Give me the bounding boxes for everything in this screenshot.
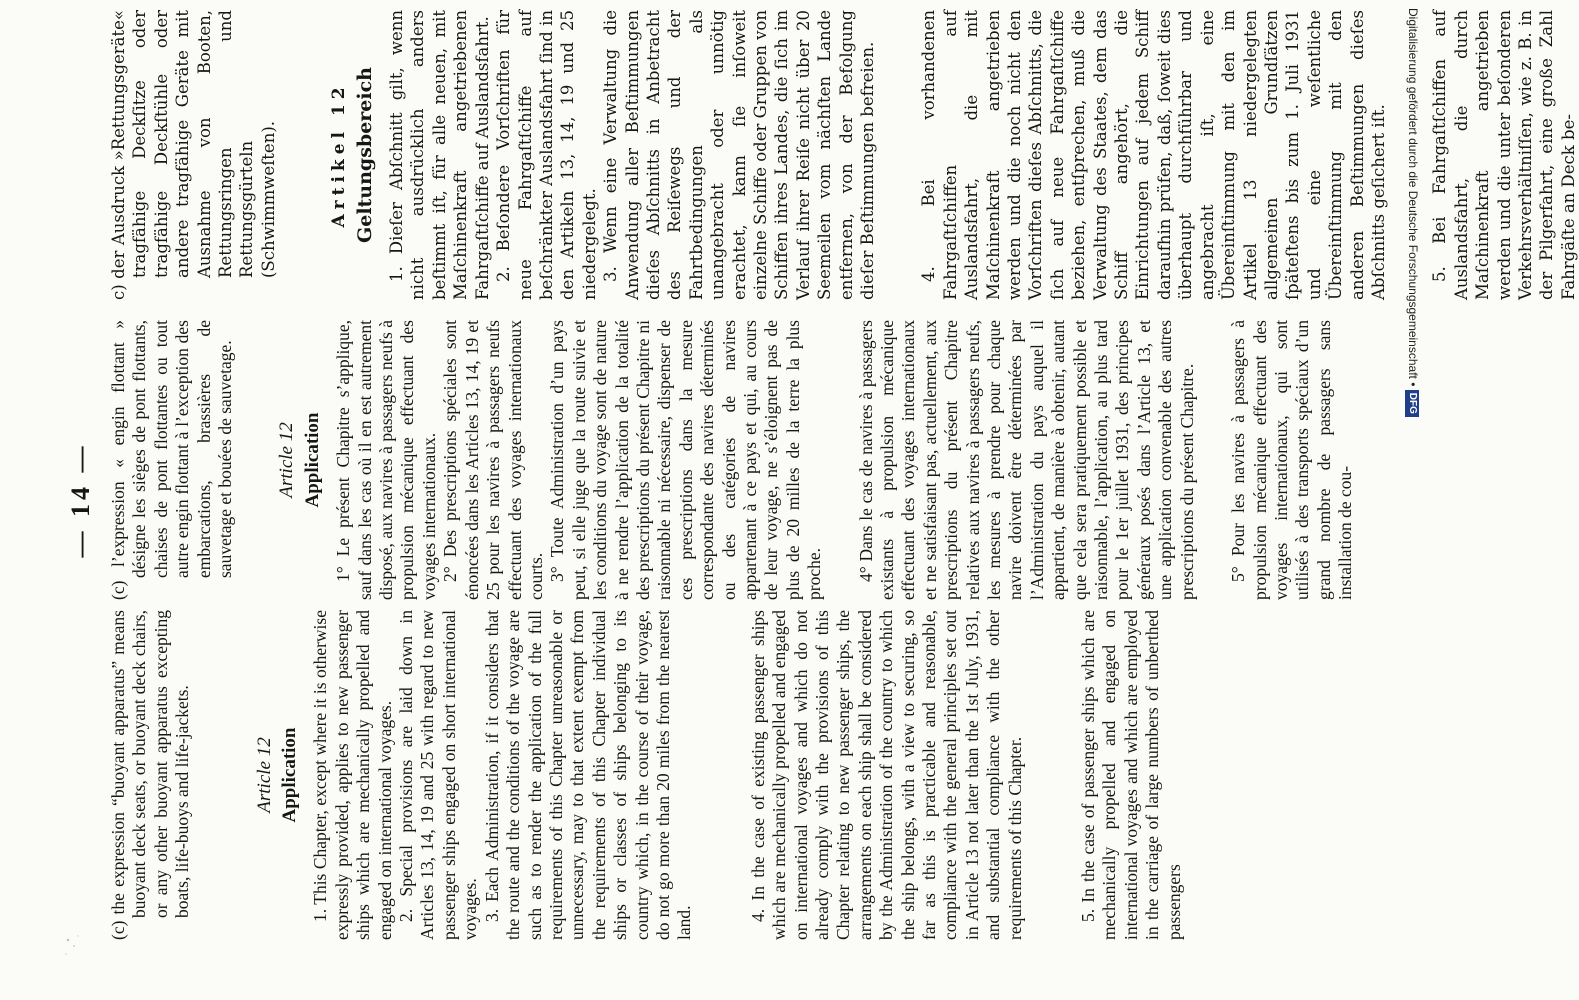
french-article-subtitle: Application xyxy=(301,412,323,508)
french-article-title: Article 12 xyxy=(276,422,298,498)
french-paragraph-3: 3° Toute Administration d’un pays peut, si elle juge que la route suivie et les conditions du voyage sont de nature à ne rendre l’application de la totalité des prescriptions du présent Chapitre ni raisonnable ni nécessaire, dispenser de ces prescriptions dans la mesure correspondante des navires déterminés ou des catégories de navires appartenant à ce pays et qui, au cours de leur voyage, ne s’éloignent pas de plus de 20 milles de la terre la plus proche. xyxy=(547,320,825,600)
dfg-logo-icon: DFG xyxy=(1405,390,1419,417)
french-paragraph-2: 2° Des prescriptions spéciales sont énoncées dans les Articles 13, 14, 19 et 25 pour les navires à passagers neufs effectuant des voyages internationaux courts. xyxy=(440,320,546,600)
french-item-c: (c) l’expression « engin flottant » désigne les sièges de pont flottants, chaises de pont flottantes ou tout autre engin flottant à l’exception des embarcations, brassières de sauvetage et bouées de sauvetage. xyxy=(108,320,236,600)
german-paragraph-2: 2. Beſondere Vorſchriften für neue Fahrgaſtſchiffe auf beſchränkter Auslandsfahrt ſind in den Artikeln 13, 14, 19 und 25 niedergelegt. xyxy=(494,9,599,300)
german-article-subtitle: Geltungsbereich xyxy=(353,67,376,243)
german-paragraph-1: 1. Dieſer Abſchnitt gilt, wenn nicht ausdrücklich anders beſtimmt iſt, für alle neuen, mit Maſchinenkraft angetriebenen Fahrgaſtſchiffe auf Auslandsfahrt. xyxy=(387,10,492,300)
english-column xyxy=(108,610,1185,940)
german-item-c: c) der Ausdruck »Rettungsgeräte« tragfähige Deckſitze oder tragfähige Deckſtühle oder andere tragfähige Geräte mit Ausnahme von Booten, Rettungsringen und Rettungsgürteln (Schwimmweſten). xyxy=(109,10,278,300)
scan-speck-icon xyxy=(60,920,100,980)
english-paragraph-4: 4. In the case of existing passenger ships which are mechanically propelled and engaged on international voyages and which do not already comply with the provisions of this Chapter relating to new passenger ships, the arrangements on each ship shall be considered by the Administration of the country to which the ship belongs, with a view to securing, so far as this is practicable and reasonable, compliance with the general principles set out in Article 13 not later than the 1st July, 1931, and substantial compliance with the other requirements of this Chapter. xyxy=(747,610,1025,940)
french-column xyxy=(108,320,1357,600)
digitization-credit-strip xyxy=(1400,6,1434,994)
german-paragraph-5: 5. Bei Fahrgaſtſchiffen auf Auslandsfahrt, die durch Maſchinenkraft angetrieben werden und die unter beſonderen Verkehrsverhältniſſen, wie z. B. in der Pilgerfahrt, eine große Zahl Fahrgäſte an Deck be- xyxy=(1430,10,1578,300)
english-paragraph-5: 5. In the case of passenger ships which are mechanically propelled and engaged on international voyages and which are employed in the carriage of large numbers of unberthed passengers xyxy=(1078,610,1184,940)
german-column xyxy=(108,10,1579,300)
german-paragraph-3: 3. Wenn eine Verwaltung die Anwendung aller Beſtimmungen dieſes Abſchnitts in Anbetracht des Reiſewegs und der Fahrtbedingungen als unangebracht oder unnötig erachtet, kann ſie inſoweit einzelne Schiffe oder Gruppen von Schiffen ihres Landes, die ſich im Verlauf ihrer Reiſe nicht über 20 Seemeilen vom nächſten Lande entfernen, von der Befolgung dieſer Beſtimmungen befreien. xyxy=(601,10,877,300)
german-paragraph-4: 4. Bei vorhandenen Fahrgaſtſchiffen auf Auslandsfahrt, die mit Maſchinenkraft angetrieben werden und die noch nicht den Vorſchriften dieſes Abſchnitts, die ſich auf neue Fahrgaſtſchiffe beziehen, entſprechen, muß die Verwaltung des Staates, dem das Schiff angehört, die Einrichtungen auf jedem Schiff daraufhin prüfen, daß, ſoweit dies überhaupt durchführbar und angebracht iſt, eine Übereinſtimmung mit den im Artikel 13 niedergelegten allgemeinen Grundſätzen ſpäteſtens bis zum 1. Juli 1931 und eine weſentliche Übereinſtimmung mit den anderen Beſtimmungen dieſes Abſchnitts geſichert iſt. xyxy=(919,10,1388,300)
digitization-credit-text: Digitalisierung gefördert durch die Deutsche Forschungsgemeinschaft • xyxy=(1406,8,1420,387)
german-article-title: Artikel 12 xyxy=(329,82,350,228)
english-article-subtitle: Application xyxy=(279,727,301,823)
page-number: — 14 — xyxy=(66,442,95,558)
french-paragraph-5: 5° Pour les navires à passagers à propulsion mécanique effectuant des voyages internationaux, qui sont utilisés à des transports spéciaux d’un grand nombre de passagers sans installation de cou- xyxy=(1228,320,1356,600)
english-paragraph-1: 1. This Chapter, except where it is otherwise expressly provided, applies to new passenger ships which are mechanically propelled and engaged on international voyages. xyxy=(310,610,395,940)
english-paragraph-3: 3. Each Administration, if it considers that the route and the conditions of the voyage are such as to render the application of the full requirements of this Chapter unreasonable or unnecessary, may to that extent exempt from the requirements of this Chapter individual ships or classes of ships belonging to its country which, in the course of their voyage, do not go more than 20 miles from the nearest land. xyxy=(481,610,695,940)
english-article-title: Article 12 xyxy=(253,737,275,813)
english-item-c: (c) the expression “buoyant apparatus” means buoyant deck seats, or buoyant deck chairs, or any other buoyant apparatus excepting boats, life-buoys and life-jackets. xyxy=(108,610,193,940)
french-paragraph-1: 1° Le présent Chapitre s’applique, sauf dans les cas où il en est autrement disposé, aux navires à passagers neufs à propulsion mécanique effectuant des voyages internationaux. xyxy=(333,320,439,600)
english-paragraph-2: 2. Special provisions are laid down in Articles 13, 14, 19 and 25 with regard to new passenger ships engaged on short international voyages. xyxy=(396,610,481,940)
french-paragraph-4: 4° Dans le cas de navires à passagers existants à propulsion mécanique effectuant des voyages internationaux et ne satisfaisant pas, actuellement, aux prescriptions du présent Chapitre relatives aux navires à passagers neufs, les mesures à prendre pour chaque navire doivent être déterminées par l’Administration du pays auquel il appartient, de manière à obtenir, autant que cela sera pratiquement possible et raisonnable, l’application, au plus tard pour le 1er juillet 1931, des principes généraux posés dans l’Article 13, et une application convenable des autres prescriptions du présent Chapitre. xyxy=(855,320,1197,600)
digitization-credit xyxy=(1398,6,1428,996)
